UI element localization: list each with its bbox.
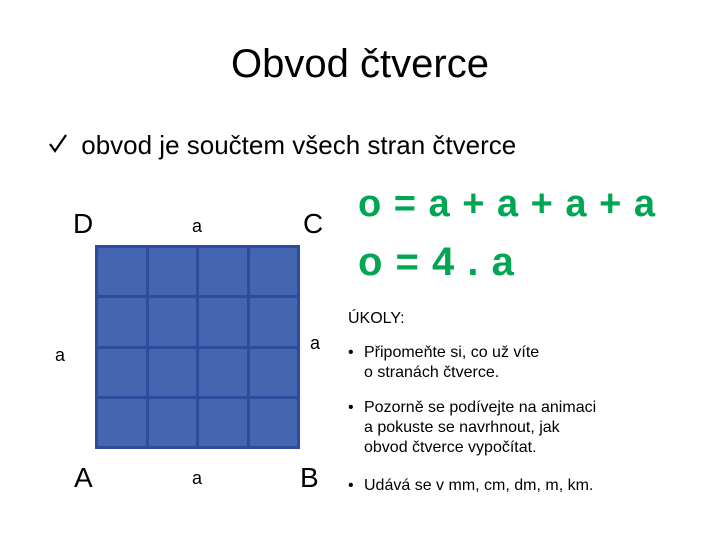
side-label-left: a [55, 345, 66, 365]
bullet-dot-icon: • [348, 399, 354, 416]
square-grid [95, 245, 300, 449]
grid-cell [98, 298, 146, 345]
formula-sum: o = a + a + a + a [358, 183, 656, 225]
formula-product: o = 4 . a [358, 240, 515, 284]
grid-cell [149, 298, 197, 345]
grid-cell [199, 298, 247, 345]
grid-cell [149, 399, 197, 446]
corner-label-a: A [74, 462, 93, 493]
grid-cell [199, 349, 247, 396]
corner-label-b: B [300, 462, 319, 493]
task-item: • Pozorně se podívejte na animaci a pokuste se navrhnout, jak obvod čtverce vypočítat. [348, 399, 597, 456]
checkmark-icon [48, 130, 74, 161]
bullet-text: obvod je součtem všech stran čtverce [81, 130, 517, 160]
grid-cell [199, 399, 247, 446]
grid-cell [98, 248, 146, 295]
grid-cell [98, 349, 146, 396]
grid-cell [250, 298, 298, 345]
tasks-heading: ÚKOLY: [348, 310, 405, 327]
grid-cell [199, 248, 247, 295]
grid-cell [149, 349, 197, 396]
corner-label-c: C [303, 208, 324, 239]
side-label-right: a [310, 333, 321, 353]
page-title: Obvod čtverce [231, 42, 489, 86]
grid-cell [250, 399, 298, 446]
side-label-top: a [192, 216, 203, 236]
grid-cell [98, 399, 146, 446]
grid-cell [250, 349, 298, 396]
grid-cell [149, 248, 197, 295]
task-item: • Připomeňte si, co už víte o stranách čtverce. [348, 344, 540, 381]
side-label-bottom: a [192, 468, 203, 488]
bullet-line [48, 130, 516, 161]
corner-label-d: D [73, 208, 94, 239]
bullet-dot-icon: • [348, 344, 354, 361]
bullet-dot-icon: • [348, 477, 354, 494]
grid-cell [250, 248, 298, 295]
task-item: • Udává se v mm, cm, dm, m, km. [348, 477, 594, 494]
